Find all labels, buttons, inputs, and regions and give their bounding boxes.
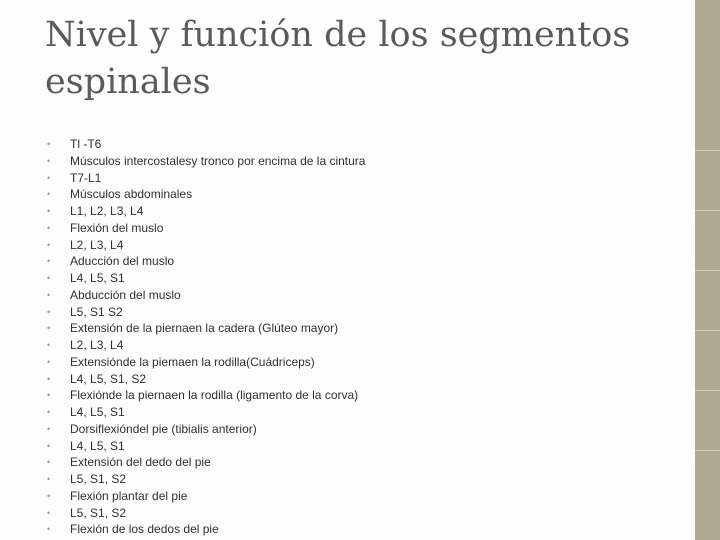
list-item: • L4, L5, S1	[47, 438, 667, 455]
list-item: • Extensión de la piernaen la cadera (Glúteo mayor)	[47, 320, 667, 337]
list-item: • Músculos abdominales	[47, 186, 667, 203]
bar-tick	[695, 150, 720, 151]
list-item: • L4, L5, S1, S2	[47, 371, 667, 388]
list-item: • Extensión del dedo del pie	[47, 454, 667, 471]
list-item: • L1, L2, L3, L4	[47, 203, 667, 220]
list-item: • Flexiónde la piernaen la rodilla (ligamento de la corva)	[47, 387, 667, 404]
list-item: • Extensiónde la piemaen la rodilla(Cuádriceps)	[47, 354, 667, 371]
list-item: • Flexión plantar del pie	[47, 488, 667, 505]
bar-tick	[695, 450, 720, 451]
list-item: • Flexión del muslo	[47, 220, 667, 237]
bullet-list	[47, 136, 667, 538]
list-item: • L4, L5, S1	[47, 270, 667, 287]
list-item: • Dorsiflexióndel pie (tibialis anterior)	[47, 421, 667, 438]
list-item: • L2, L3, L4	[47, 237, 667, 254]
list-item: • L5, S1 S2	[47, 304, 667, 321]
list-item: • Tl -T6	[47, 136, 667, 153]
list-item: • L2, L3, L4	[47, 337, 667, 354]
bar-tick	[695, 390, 720, 391]
list-item: • Aducción del muslo	[47, 253, 667, 270]
list-item: • Flexión de los dedos del pie	[47, 521, 667, 538]
list-item: • Abducción del muslo	[47, 287, 667, 304]
bar-tick	[695, 270, 720, 271]
slide-title: Nivel y función de los segmentos espinales	[45, 15, 631, 102]
list-item: • T7-L1	[47, 170, 667, 187]
bar-tick	[695, 330, 720, 331]
bar-tick	[695, 210, 720, 211]
list-item: • L5, S1, S2	[47, 505, 667, 522]
list-item: • L5, S1, S2	[47, 471, 667, 488]
decorative-side-bar	[695, 0, 720, 540]
list-item: • Músculos intercostalesy tronco por encima de la cintura	[47, 153, 667, 170]
list-item: • L4, L5, S1	[47, 404, 667, 421]
